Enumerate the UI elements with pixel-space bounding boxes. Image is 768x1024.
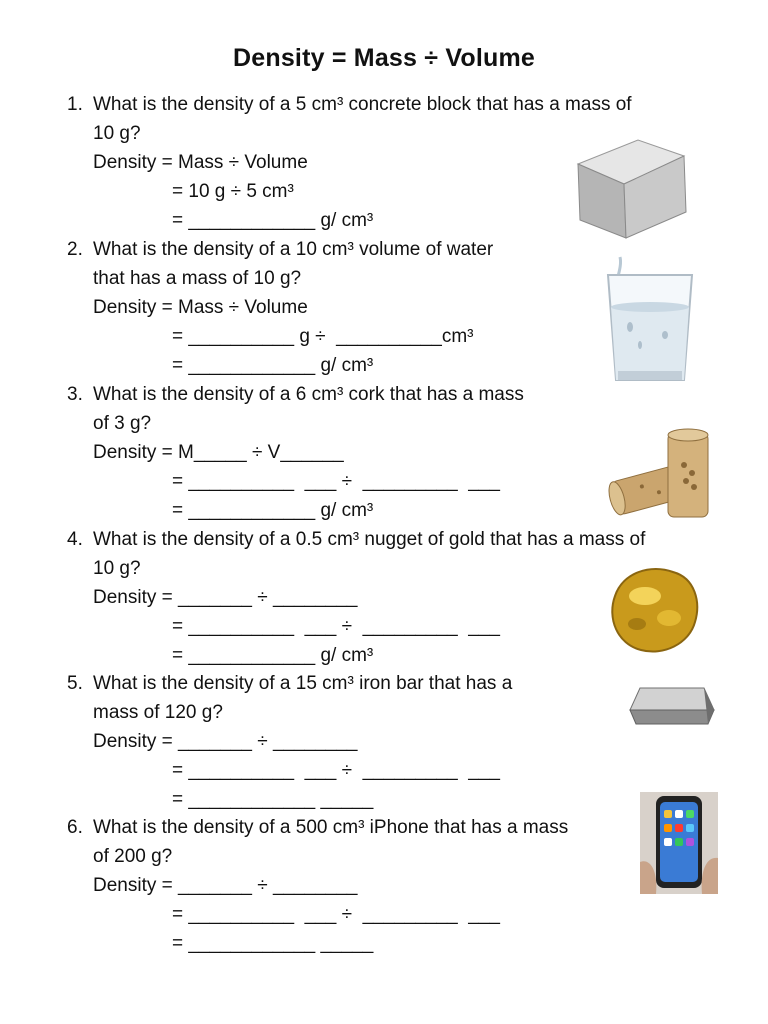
question-text-line-1: What is the density of a 10 cm³ volume of water: [93, 239, 494, 260]
question-text-line-1: What is the density of a 0.5 cm³ nugget of gold that has a mass of: [93, 529, 646, 550]
question-text-line-2: 10 g?: [93, 558, 141, 579]
question-text-line-2: of 3 g?: [93, 413, 152, 434]
calculation-step-1: = 10 g ÷ 5 cm³: [172, 181, 294, 202]
question-text-line-2: 10 g?: [93, 123, 141, 144]
question-number: 3.: [67, 384, 83, 405]
density-formula: Density = _______ ÷ ________: [93, 731, 358, 752]
calculation-step-1: = __________ ___ ÷ _________ ___: [172, 760, 500, 781]
wine-corks-image: [608, 425, 713, 525]
question-text-line-2: of 200 g?: [93, 846, 173, 867]
question-number: 4.: [67, 529, 83, 550]
question-text-line-1: What is the density of a 15 cm³ iron bar that has a: [93, 673, 513, 694]
iphone-image: [640, 792, 718, 894]
question-number: 5.: [67, 673, 83, 694]
iron-bar-image: [622, 682, 718, 728]
question-number: 1.: [67, 94, 83, 115]
question-text-line-1: What is the density of a 500 cm³ iPhone that has a mass: [93, 817, 569, 838]
answer-line: = ____________ _____: [172, 933, 374, 954]
question-number: 6.: [67, 817, 83, 838]
density-formula: Density = M_____ ÷ V______: [93, 442, 344, 463]
concrete-block-image: [572, 132, 692, 242]
question-text-line-2: that has a mass of 10 g?: [93, 268, 302, 289]
gold-nugget-image: [603, 560, 705, 660]
answer-line: = ____________ g/ cm³: [172, 500, 374, 521]
question-text-line-1: What is the density of a 6 cm³ cork that has a mass: [93, 384, 524, 405]
answer-line: = ____________ _____: [172, 789, 374, 810]
answer-line: = ____________ g/ cm³: [172, 645, 374, 666]
glass-of-water-image: [600, 245, 700, 390]
density-formula: Density = _______ ÷ ________: [93, 587, 358, 608]
answer-line: = ____________ g/ cm³: [172, 210, 374, 231]
calculation-step-1: = __________ ___ ÷ _________ ___: [172, 616, 500, 637]
question-text-line-1: What is the density of a 5 cm³ concrete block that has a mass of: [93, 94, 632, 115]
page-title: Density = Mass ÷ Volume: [233, 44, 535, 72]
calculation-step-1: = __________ ___ ÷ _________ ___: [172, 471, 500, 492]
density-formula: Density = Mass ÷ Volume: [93, 152, 308, 173]
question-number: 2.: [67, 239, 83, 260]
question-text-line-2: mass of 120 g?: [93, 702, 223, 723]
density-formula: Density = Mass ÷ Volume: [93, 297, 308, 318]
answer-line: = ____________ g/ cm³: [172, 355, 374, 376]
density-formula: Density = _______ ÷ ________: [93, 875, 358, 896]
calculation-step-1: = __________ g ÷ __________cm³: [172, 326, 474, 347]
calculation-step-1: = __________ ___ ÷ _________ ___: [172, 904, 500, 925]
